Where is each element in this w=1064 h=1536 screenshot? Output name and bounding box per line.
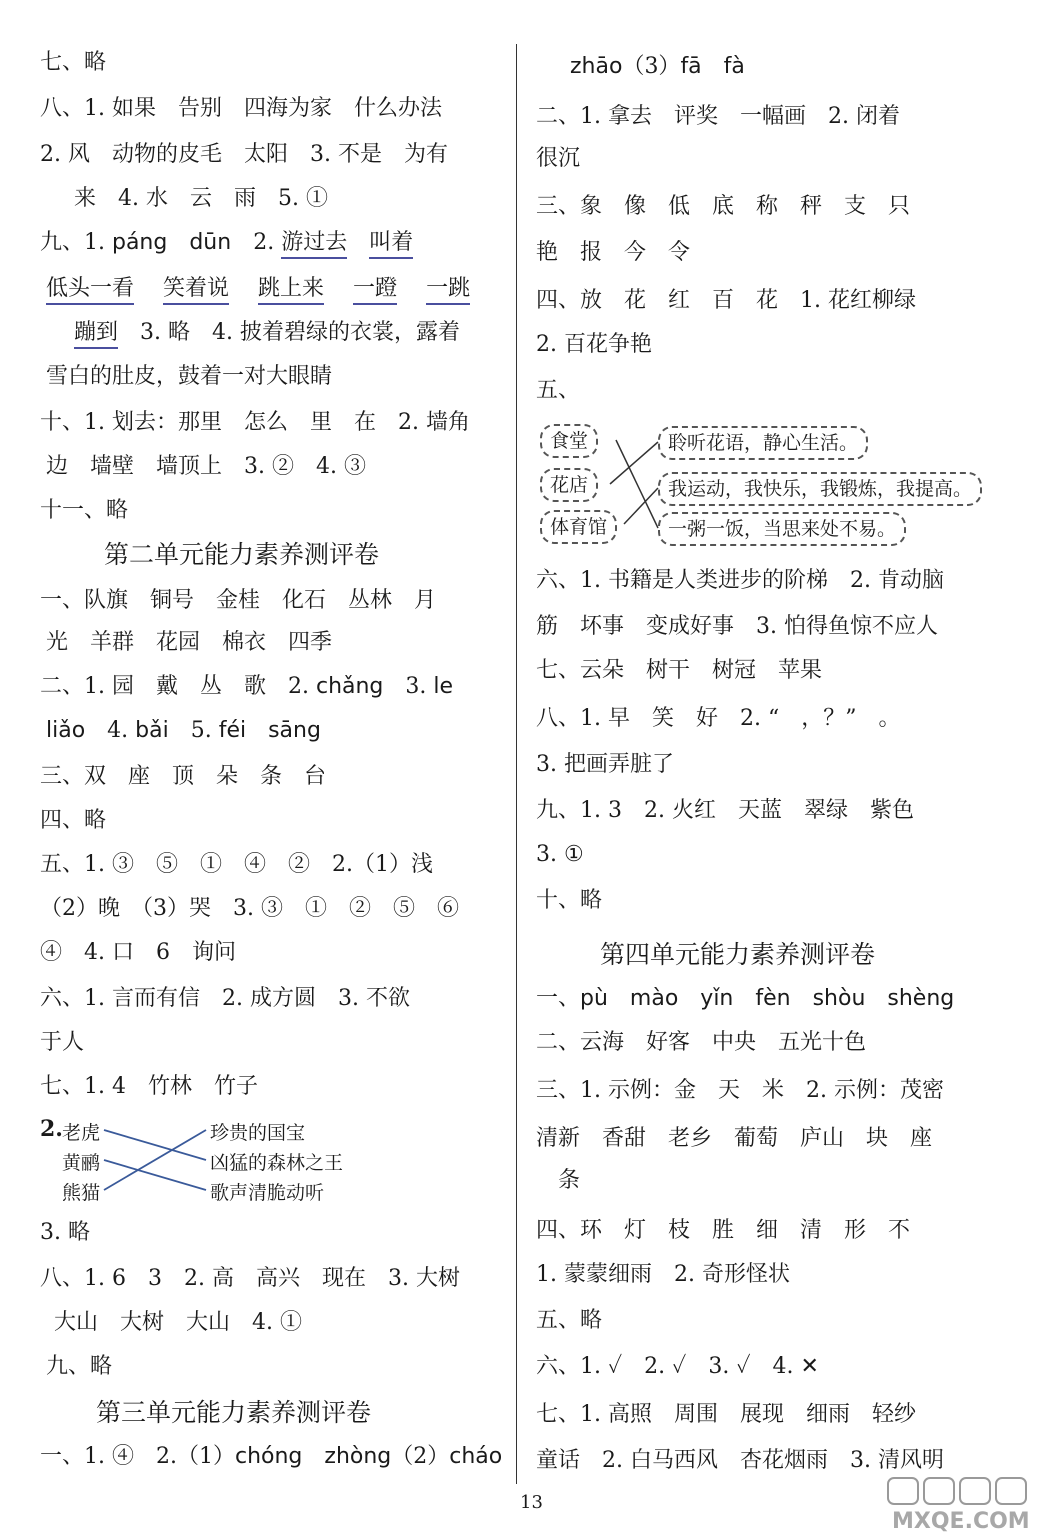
answer-line: 五、1. ③ ⑤ ① ④ ② 2.（1）浅 (40, 852, 433, 877)
match-box-right: 聆听花语，静心生活。 (658, 426, 868, 460)
answer-line: 光 羊群 花园 棉衣 四季 (46, 630, 333, 655)
page-number: 13 (520, 1492, 543, 1513)
answer-line: 3. 把画弄脏了 (536, 752, 674, 777)
answer-line: 三、双 座 顶 朵 条 台 (40, 764, 327, 789)
section-title-unit3: 第三单元能力素养测评卷 (96, 1398, 372, 1427)
answer-line: 边 墙壁 墙顶上 3. ② 4. ③ (46, 454, 366, 479)
answer-line: 六、1. 书籍是人类进步的阶梯 2. 肯动脑 (536, 568, 944, 593)
answer-line: 十一、略 (40, 498, 129, 523)
match-lines-places (530, 0, 1000, 600)
match-box-left: 花店 (540, 468, 598, 502)
svg-text:MXQE.COM: MXQE.COM (892, 1509, 1030, 1532)
answer-line: 于人 (40, 1030, 85, 1055)
answer-line: 大山 大树 大山 4. ① (54, 1310, 302, 1335)
answer-line: 九、略 (46, 1354, 113, 1379)
match-box-right: 我运动，我快乐，我锻炼，我提高。 (658, 472, 982, 506)
underlined-phrase: 叫着 (369, 230, 413, 259)
answer-line: （2）晚 （3）哭 3. ③ ① ② ⑤ ⑥ (40, 896, 459, 921)
answer-line: 五、略 (536, 1308, 603, 1333)
answer-line: 一、队旗 铜号 金桂 化石 丛林 月 (40, 588, 437, 613)
answer-line: 七、1. 高照 周围 展现 细雨 轻纱 (536, 1402, 916, 1427)
answer-line: 1. 蒙蒙细雨 2. 奇形怪状 (536, 1262, 790, 1287)
match-right-item: 歌声清脆动听 (210, 1182, 325, 1204)
answer-line: 2. 风 动物的皮毛 太阳 3. 不是 为有 (40, 142, 448, 167)
match-box-right: 一粥一饭，当思来处不易。 (658, 512, 906, 546)
answer-line: 八、1. 如果 告别 四海为家 什么办法 (40, 96, 442, 121)
underlined-phrase: 蹦到 (74, 320, 118, 349)
match-left-item: 熊猫 (62, 1182, 101, 1204)
answer-line: 清新 香甜 老乡 葡萄 庐山 块 座 (536, 1126, 933, 1151)
answer-line: 十、1. 划去：那里 怎么 里 在 2. 墙角 (40, 410, 470, 435)
answer-line: 四、环 灯 枝 胜 细 清 形 不 (536, 1218, 911, 1243)
match-right-item: 凶猛的森林之王 (210, 1152, 344, 1174)
answer-line: 一、1. ④ 2.（1）chóng zhòng（2）cháo (40, 1444, 503, 1469)
answer-line: 雪白的肚皮，鼓着一对大眼睛 (46, 364, 333, 389)
watermark-logo (886, 1476, 1036, 1532)
underlined-phrase: 跳上来 (258, 276, 324, 305)
underlined-phrase: 笑着说 (163, 276, 229, 305)
answer-line: 二、1. 拿去 评奖 一幅画 2. 闭着 (536, 104, 900, 129)
section-title-unit2: 第二单元能力素养测评卷 (104, 540, 380, 569)
left-column (40, 0, 503, 1490)
answer-line: 十、略 (536, 888, 603, 913)
underlined-phrase: 一跳 (426, 276, 470, 305)
answer-line: 二、云海 好客 中央 五光十色 (536, 1030, 867, 1055)
answer-line: 六、1. 言而有信 2. 成方圆 3. 不欲 (40, 986, 410, 1011)
answer-line: 来 4. 水 云 雨 5. ① (74, 186, 328, 211)
underlined-phrase: 一蹬 (353, 276, 397, 305)
answer-line: 很沉 (536, 146, 581, 171)
answer-line: 八、1. 6 3 2. 高 高兴 现在 3. 大树 (40, 1266, 460, 1291)
answer-line: 二、1. 园 戴 丛 歌 2. chǎng 3. le (40, 674, 454, 699)
answer-line: 四、放 花 红 百 花 1. 花红柳绿 (536, 288, 916, 313)
match-box-left: 食堂 (540, 424, 598, 458)
answer-line: 六、1. ✓ 2. ✓ 3. ✓ 4. ✕ (536, 1354, 819, 1379)
answer-line: 三、1. 示例：金 天 米 2. 示例：茂密 (536, 1078, 944, 1103)
answer-line: ④ 4. 口 6 询问 (40, 940, 236, 965)
answer-line: 条 (558, 1168, 581, 1193)
answer-line: 九、1. 3 2. 火红 天蓝 翠绿 紫色 (536, 798, 914, 823)
underlined-phrase: 低头一看 (46, 276, 134, 305)
section-title-unit4: 第四单元能力素养测评卷 (600, 940, 876, 969)
match-box-left: 体育馆 (540, 510, 617, 544)
answer-line: 筋 坏事 变成好事 3. 怕得鱼惊不应人 (536, 614, 938, 639)
answer-line: 四、略 (40, 808, 107, 833)
column-divider (516, 44, 517, 1484)
answer-line: 七、云朵 树干 树冠 苹果 (536, 658, 823, 683)
answer-line: 艳 报 今 令 (536, 240, 691, 265)
answer-line: 三、象 像 低 底 称 秤 支 只 (536, 194, 911, 219)
answer-line: 九、1. páng dūn 2. 游过去 叫着 (40, 228, 413, 258)
match-left-item: 黄鹂 (62, 1152, 101, 1174)
answer-line: 蹦到 3. 略 4. 披着碧绿的衣裳，露着 (74, 318, 460, 348)
match-prefix: 2. (40, 1116, 63, 1142)
answer-line: 2. 百花争艳 (536, 332, 652, 357)
answer-line: 七、略 (40, 50, 107, 75)
answer-line: 五、 (536, 378, 581, 403)
answer-line: 八、1. 早 笑 好 2. “ ，？” 。 (536, 706, 901, 731)
underlined-phrase: 游过去 (281, 230, 347, 259)
match-lines-animals (40, 0, 500, 1300)
answer-line: 童话 2. 白马西风 杏花烟雨 3. 清风明 (536, 1448, 944, 1473)
match-right-item: 珍贵的国宝 (210, 1122, 306, 1144)
answer-line: 一、pù mào yǐn fèn shòu shèng (536, 986, 955, 1011)
right-column (530, 0, 1000, 1490)
answer-line: 3. ① (536, 842, 584, 867)
answer-line: 七、1. 4 竹林 竹子 (40, 1074, 258, 1099)
answer-line: 3. 略 (40, 1220, 90, 1245)
match-left-item: 老虎 (62, 1122, 101, 1144)
answer-line: zhāo（3）fā fà (570, 54, 745, 79)
answer-line: liǎo 4. bǎi 5. féi sāng (46, 718, 321, 743)
